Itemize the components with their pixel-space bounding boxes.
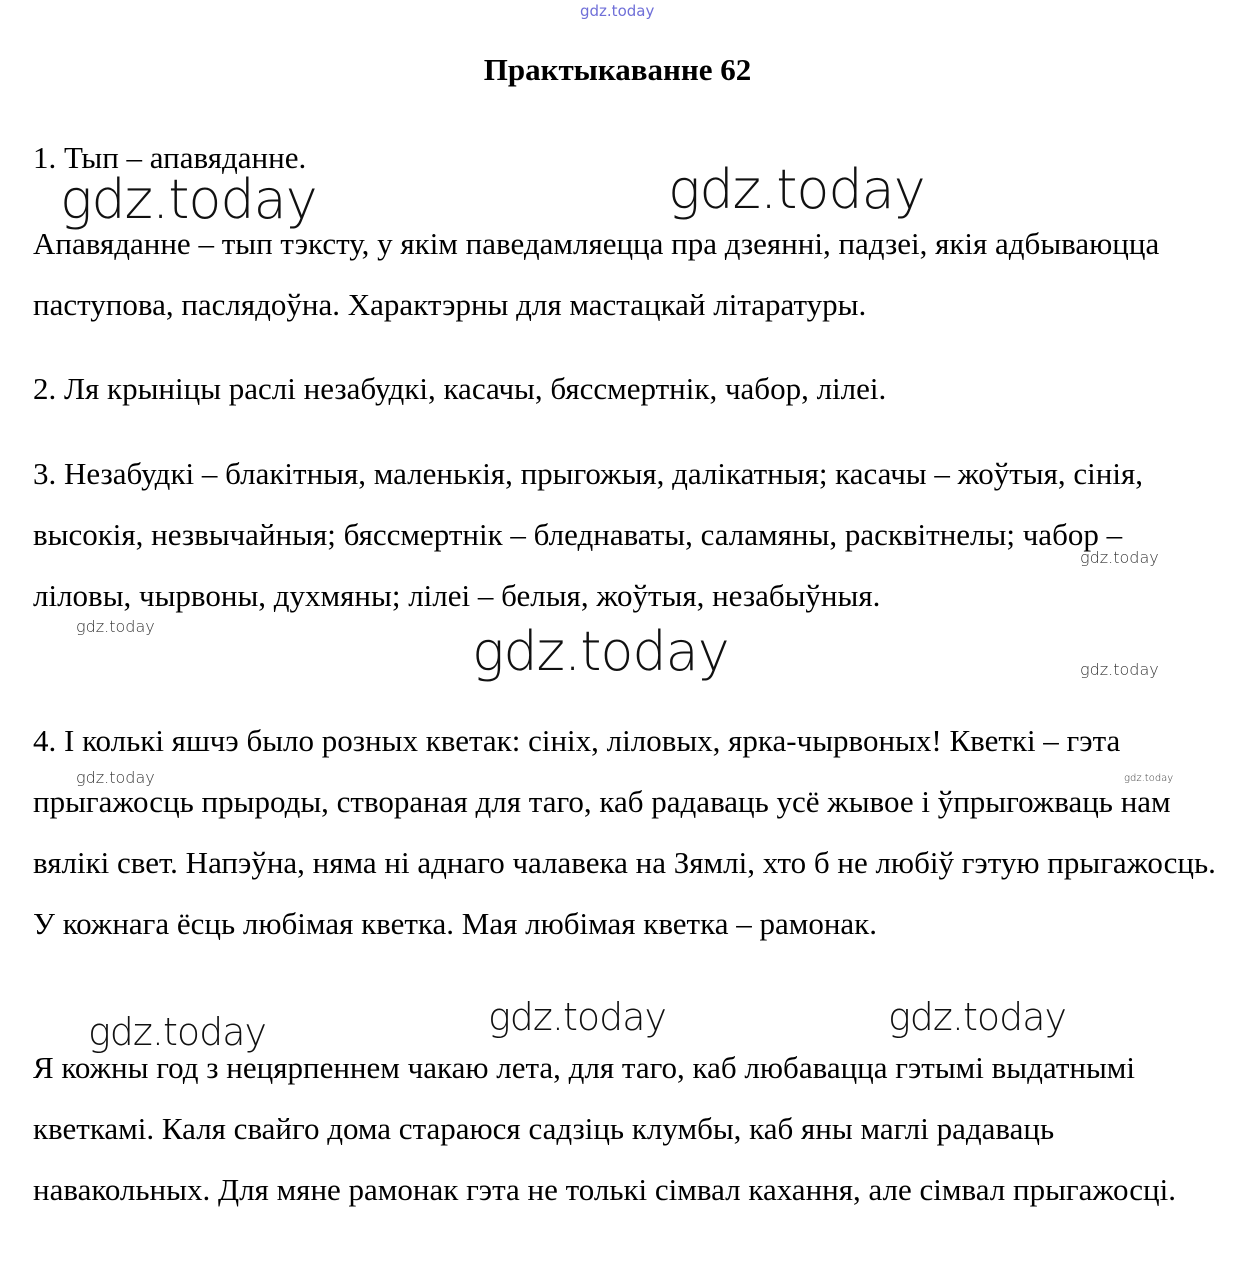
paragraph-1-type: 1. Тып – апавяданне. xyxy=(33,140,307,175)
paragraph-2: 2. Ля крыніцы раслі незабудкі, касачы, бяссмертнік, чабор, лілеі. xyxy=(33,371,887,406)
watermark: gdz.today xyxy=(76,768,155,787)
top-watermark: gdz.today xyxy=(580,2,655,20)
paragraph-5: Я кожны год з нецярпеннем чакаю лета, для таго, каб любавацца гэтымі выдатнымі кветкамі. Каля свайго дома стараюся садзіць клумбы, каб яны маглі радаваць навакольных. Для мяне рамонак гэта не толькі сімвал кахання, але сімвал прыгажосці. xyxy=(33,1050,1177,1207)
paragraph-3: 3. Незабудкі – блакітныя, маленькія, прыгожыя, далікатныя; касачы – жоўтыя, сінія, высокія, незвычайныя; бяссмертнік – бледнаваты, саламяны, расквітнелы; чабор – ліловы, чырвоны, духмяны; лілеі – белыя, жоўтыя, незабыўныя. xyxy=(33,456,1143,613)
page-title: Практыкаванне 62 xyxy=(483,52,752,87)
paragraph-1-definition: Апавяданне – тып тэксту, у якім паведамляецца пра дзеянні, падзеі, якія адбываюцца паступова, паслядоўна. Характэрны для мастацкай літаратуры. xyxy=(33,226,1160,322)
paragraph-4: 4. І колькі яшчэ было розных кветак: сініх, ліловых, ярка-чырвоных! Кветкі – гэта прыгажосць прыроды, створаная для таго, каб радаваць усё жывое і ўпрыгожваць нам вялікі свет. Напэўна, няма ні аднаго чалавека на Зямлі, хто б не любіў гэтую прыгажосць. У кожнага ёсць любімая кветка. Мая любімая кветка – рамонак. xyxy=(33,723,1216,941)
watermark: gdz.today xyxy=(888,995,1066,1039)
watermark: gdz.today xyxy=(60,168,317,231)
watermark: gdz.today xyxy=(88,1010,266,1054)
watermark: gdz.today xyxy=(76,617,155,636)
watermark: gdz.today xyxy=(472,620,729,683)
watermark: gdz.today xyxy=(488,995,666,1039)
watermark: gdz.today xyxy=(1124,773,1174,784)
watermark: gdz.today xyxy=(1080,548,1159,567)
watermark: gdz.today xyxy=(1080,660,1159,679)
watermark: gdz.today xyxy=(668,158,925,221)
